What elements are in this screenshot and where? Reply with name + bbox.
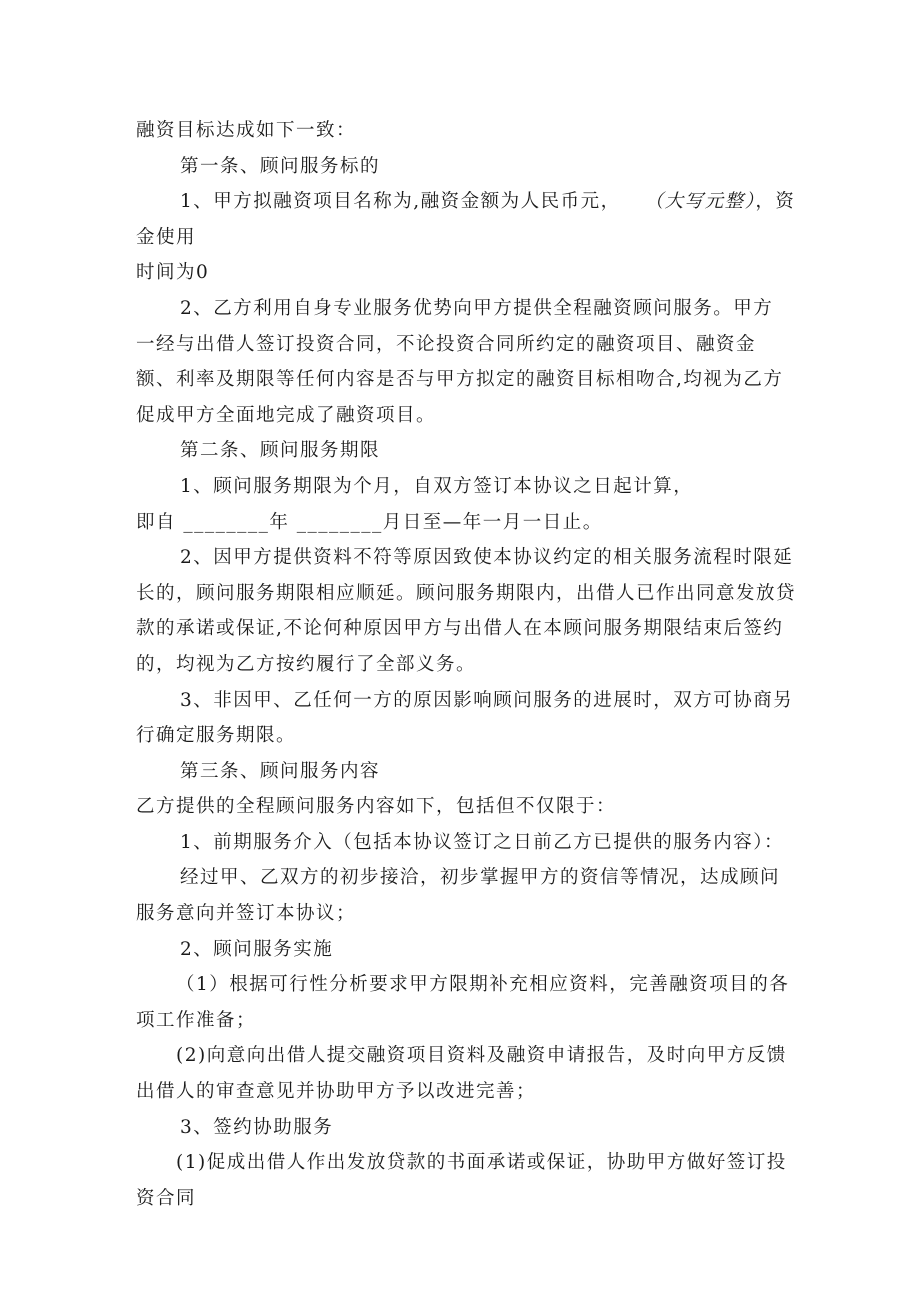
text-line [136,184,796,220]
text-line: 2、乙方利用自身专业服务优势向甲方提供全程融资顾问服务。甲方 [180,297,774,319]
text-line: (1)促成出借人作出发放贷款的书面承诺或保证，协助甲方做好签订投 [176,1152,787,1174]
section-heading: 第二条、顾问服务期限 [180,440,381,462]
text-line: 额、利率及期限等任何内容是否与甲方拟定的融资目标相吻合,均视为乙方 [136,369,784,391]
text-line: (2)向意向出借人提交融资项目资料及融资申请报告，及时向甲方反馈 [176,1045,787,1067]
text-line: 3、非因甲、乙任何一方的原因影响顾问服务的进展时，双方可协商另 [180,689,794,711]
text-line: 融资目标达成如下一致： [136,120,357,141]
text-line: 乙方提供的全程顾问服务内容如下，包括但不仅限于： [136,796,617,818]
text-line: 行确定服务期限。 [136,725,297,747]
text-line: 1、顾问服务期限为个月，自双方签订本协议之日起计算， [180,475,694,497]
text-line: 项工作准备； [136,1009,257,1031]
text-line: 即自 ________年 ________月日至—年一月一日止。 [136,511,603,533]
text-line: 时间为0 [136,262,210,284]
text-line: 款的承诺或保证,不论何种原因甲方与出借人在本顾问服务期限结束后签约 [136,618,784,640]
section-heading: 第一条、顾问服务标的 [180,155,381,177]
text-line: 1、前期服务介入（包括本协议签订之日前乙方已提供的服务内容）： [180,831,785,853]
text-span: ，资 [755,191,796,213]
text-line: 3、签约协助服务 [180,1116,334,1138]
text-line: 促成甲方全面地完成了融资项目。 [136,404,437,426]
text-line: 服务意向并签订本协议； [136,903,357,925]
italic-text: （大写元整） [644,191,756,213]
text-line: 的，均视为乙方按约履行了全部义务。 [136,653,477,675]
text-line: 2、因甲方提供资料不符等原因致使本协议约定的相关服务流程时限延 [180,547,794,569]
text-line: 金使用 [136,226,197,248]
text-line: 一经与出借人签订投资合同，不论投资合同所约定的融资项目、融资金 [136,333,757,355]
text-line: 长的，顾问服务期限相应顺延。顾问服务期限内，出借人已作出同意发放贷 [136,582,797,604]
text-line: 2、顾问服务实施 [180,938,334,960]
text-line: （1）根据可行性分析要求甲方限期补充相应资料，完善融资项目的各 [176,974,790,996]
text-line: 经过甲、乙双方的初步接洽，初步掌握甲方的资信等情况，达成顾问 [180,867,781,889]
text-line: 出借人的审查意见并协助甲方予以改进完善； [136,1081,537,1103]
text-line: 资合同 [136,1187,197,1209]
section-heading: 第三条、顾问服务内容 [180,760,381,782]
text-span: 1、甲方拟融资项目名称为,融资金额为人民币元， [180,191,621,213]
document-body [136,113,796,1216]
